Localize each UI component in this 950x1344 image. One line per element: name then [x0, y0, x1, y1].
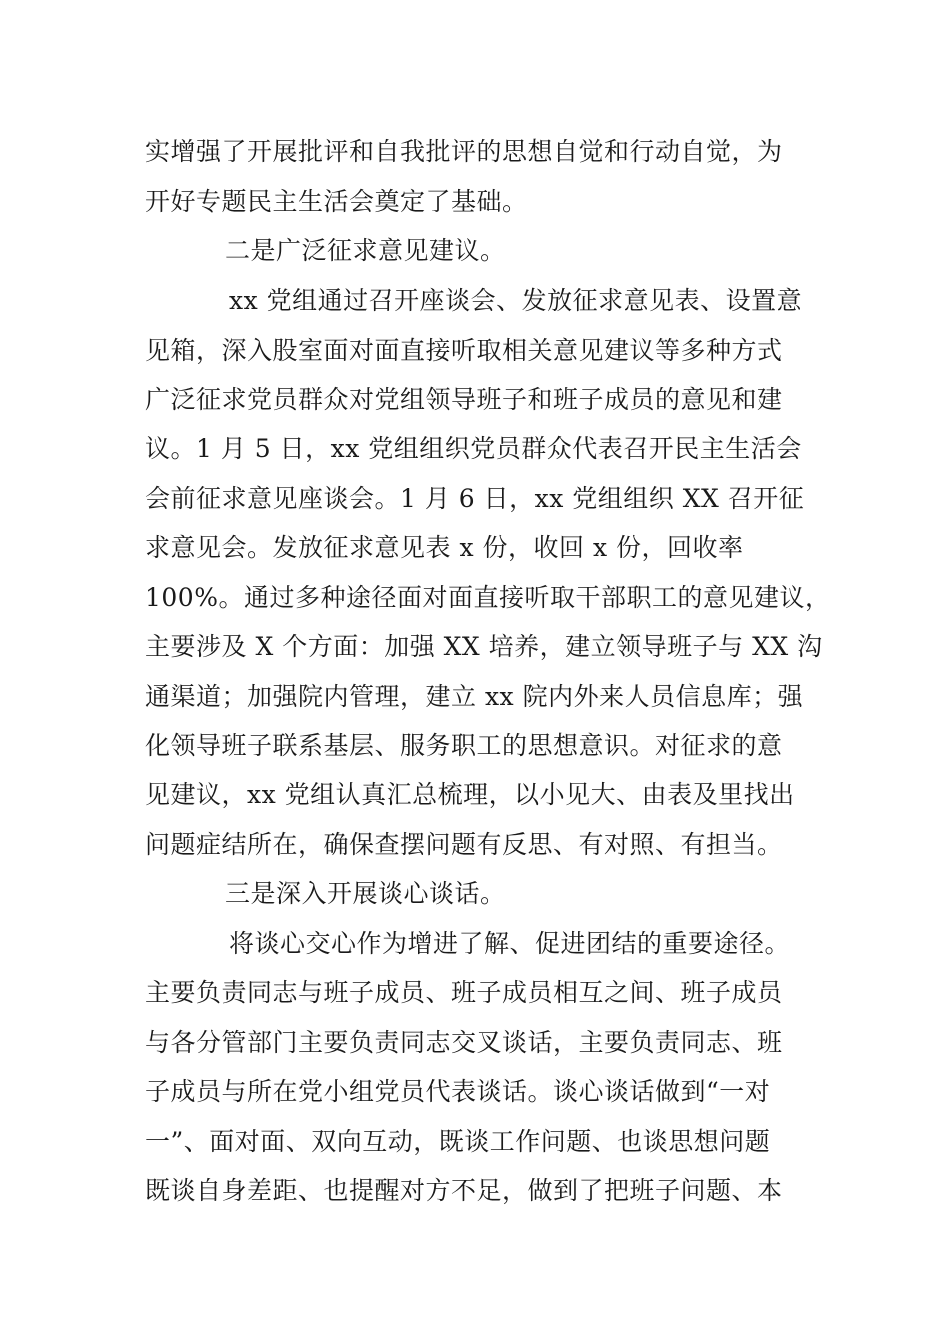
text-line-5: 见箱，深入股室面对面直接听取相关意见建议等多种方式 [145, 336, 783, 365]
text-line-22: 既谈自身差距、也提醒对方不足，做到了把班子问题、本 [145, 1176, 783, 1205]
section-heading-3: 三是深入开展谈心谈话。 [225, 879, 506, 908]
text-line-21: 一”、面对面、双向互动，既谈工作问题、也谈思想问题 [145, 1127, 771, 1156]
text-line-4: xx 党组通过召开座谈会、发放征求意见表、设置意 [229, 286, 803, 315]
text-line-17: 将谈心交心作为增进了解、促进团结的重要途径。 [229, 929, 791, 958]
text-line-18: 主要负责同志与班子成员、班子成员相互之间、班子成员 [145, 978, 783, 1007]
text-line-2: 开好专题民主生活会奠定了基础。 [145, 187, 528, 216]
text-line-20: 子成员与所在党小组党员代表谈话。谈心谈话做到“一对 [145, 1077, 771, 1106]
text-line-12: 通渠道；加强院内管理，建立 xx 院内外来人员信息库；强 [145, 682, 804, 711]
text-line-6: 广泛征求党员群众对党组领导班子和班子成员的意见和建 [145, 385, 783, 414]
text-line-11: 主要涉及 X 个方面：加强 XX 培养，建立领导班子与 XX 沟 [145, 632, 823, 661]
text-line-15: 问题症结所在，确保查摆问题有反思、有对照、有担当。 [145, 830, 783, 859]
text-line-1: 实增强了开展批评和自我批评的思想自觉和行动自觉，为 [145, 137, 783, 166]
text-line-8: 会前征求意见座谈会。1 月 6 日，xx 党组组织 XX 召开征 [145, 484, 805, 513]
text-line-13: 化领导班子联系基层、服务职工的思想意识。对征求的意 [145, 731, 783, 760]
text-line-9: 求意见会。发放征求意见表 x 份，收回 x 份，回收率 [145, 533, 744, 562]
text-line-14: 见建议，xx 党组认真汇总梳理，以小见大、由表及里找出 [145, 780, 795, 809]
section-heading-2: 二是广泛征求意见建议。 [225, 236, 506, 265]
text-line-10: 100%。通过多种途径面对面直接听取干部职工的意见建议， [145, 583, 831, 612]
text-line-19: 与各分管部门主要负责同志交叉谈话，主要负责同志、班 [145, 1028, 783, 1057]
text-line-7: 议。1 月 5 日，xx 党组组织党员群众代表召开民主生活会 [145, 434, 802, 463]
